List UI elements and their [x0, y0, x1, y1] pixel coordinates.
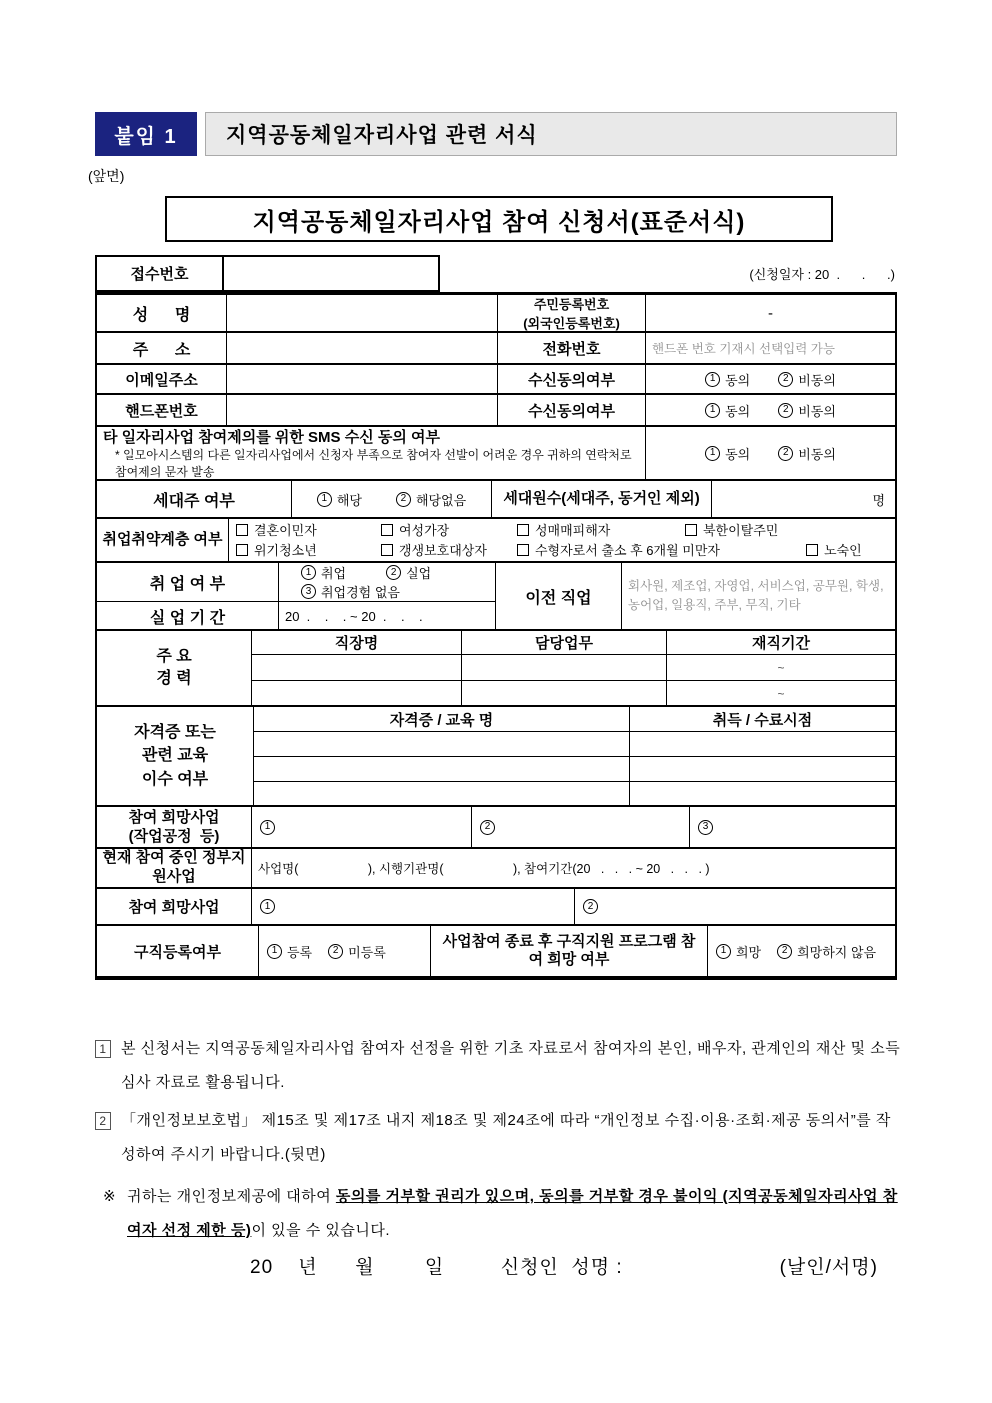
front-side-label: (앞면) — [88, 168, 125, 184]
apply-date: (신청일자 : 20 . . .) — [749, 267, 895, 282]
section-sms-consent — [97, 427, 895, 481]
career-header-workplace: 직장명 — [252, 631, 462, 654]
mobile-consent-agree-option[interactable]: 1 동의 — [705, 401, 750, 420]
certificate-data-row — [254, 757, 895, 782]
householder-yes-option[interactable]: 1 해당 — [317, 490, 362, 509]
address-label: 주 소 — [97, 333, 227, 363]
circle-number-icon: 1 — [301, 565, 316, 580]
attachment-badge: 붙임 1 — [95, 112, 197, 156]
career-workplace-cell[interactable] — [252, 655, 462, 680]
circle-number-icon: 2 — [583, 899, 598, 914]
sms-consent-title: 타 일자리사업 참여제의를 위한 SMS 수신 동의 여부 — [103, 429, 440, 447]
section-current-program — [97, 849, 895, 889]
sms-consent-disagree-option[interactable]: 2 비동의 — [778, 444, 836, 463]
registered-option[interactable]: 1 등록 — [267, 942, 312, 961]
vulnerable-row2 — [229, 540, 895, 560]
checkbox-item[interactable]: 여성가장 — [381, 520, 449, 539]
career-data-row — [252, 655, 895, 681]
unemployed-option[interactable]: 2 실업 — [386, 563, 431, 582]
sms-consent-agree-option[interactable]: 1 동의 — [705, 444, 750, 463]
employment-status-options — [279, 563, 495, 601]
phone-input-cell[interactable]: 핸드폰 번호 기재시 선택입력 가능 — [652, 342, 835, 356]
form-title: 지역공동체일자리사업 참여 신청서(표준서식) — [165, 196, 833, 242]
resident-id-input-cell[interactable]: - — [768, 304, 773, 322]
footnotes — [95, 1032, 905, 1248]
circle-number-icon: 1 — [716, 944, 731, 959]
certificate-data-row — [254, 732, 895, 757]
employed-option[interactable]: 1 취업 — [301, 563, 346, 582]
certificate-grid — [254, 707, 895, 805]
email-consent-agree-option[interactable]: 1 동의 — [705, 370, 750, 389]
checkbox-item[interactable]: 수형자로서 출소 후 6개월 미만자 — [517, 540, 720, 559]
section-wish-programs2 — [97, 889, 895, 926]
address-input-cell[interactable] — [227, 333, 498, 363]
phone-label: 전화번호 — [498, 333, 646, 363]
post-program-wish-options — [708, 926, 895, 976]
circle-number-icon: 2 — [778, 372, 793, 387]
career-workplace-cell[interactable] — [252, 681, 462, 706]
certificate-name-cell[interactable] — [254, 782, 630, 806]
circle-number-icon: 1 — [317, 492, 332, 507]
circle-number-icon: 2 — [328, 944, 343, 959]
section-householder — [97, 481, 895, 519]
wish-programs-label: 참여 희망사업 (작업공정 등) — [97, 807, 252, 847]
circle-number-icon: 2 — [778, 446, 793, 461]
certificate-date-cell[interactable] — [630, 732, 895, 756]
checkbox-item[interactable]: 북한이탈주민 — [685, 520, 778, 539]
wish-program-1-cell[interactable] — [252, 807, 472, 847]
circle-number-icon: 1 — [260, 820, 275, 835]
application-form-table — [95, 292, 897, 980]
row-email — [97, 365, 895, 395]
certificate-label: 자격증 또는 관련 교육 이수 여부 — [97, 707, 254, 805]
not-registered-option[interactable]: 2 미등록 — [328, 942, 386, 961]
checkbox-icon — [381, 544, 393, 556]
section-wish-programs — [97, 807, 895, 849]
career-label: 주 요 경 력 — [97, 631, 252, 705]
current-program-input-cell[interactable]: 사업명( ), 시행기관명( ), 참여기간(20 . . . ~ 20 . . . ) — [258, 862, 710, 876]
circle-number-icon: 1 — [705, 403, 720, 418]
privacy-refusal-note: ※ 귀하는 개인정보제공에 대하여 동의를 거부할 권리가 있으며, 동의를 거부할 경우 불이익 (지역공동체일자리사업 참여자 선정 제한 등)이 있을 수 있습니다. — [95, 1180, 905, 1248]
vulnerable-row1 — [229, 520, 895, 540]
resident-id-label: 주민등록번호 (외국인등록번호) — [498, 295, 646, 331]
mobile-label: 핸드폰번호 — [97, 395, 227, 425]
householder-label: 세대주 여부 — [97, 481, 292, 517]
mobile-input-cell[interactable] — [227, 395, 498, 425]
circle-number-icon: 3 — [698, 820, 713, 835]
certificate-header-date: 취득 / 수료시점 — [712, 711, 813, 729]
sms-consent-note: * 일모아시스템의 다른 일자리사업에서 신청자 부족으로 참여자 선발이 어려운 경우 귀하의 연락처로 참여제의 문자 발송 — [115, 448, 632, 479]
email-consent-disagree-option[interactable]: 2 비동의 — [778, 370, 836, 389]
circle-number-icon: 2 — [396, 492, 411, 507]
sms-consent-options — [646, 427, 895, 479]
certificate-date-cell[interactable] — [630, 757, 895, 781]
post-program-wish-label: 사업참여 종료 후 구직지원 프로그램 참여 희망 여부 — [431, 926, 708, 976]
section-employment — [97, 563, 895, 631]
section-vulnerable — [97, 519, 895, 563]
checkbox-icon — [236, 524, 248, 536]
row-employment-status — [97, 563, 495, 602]
receipt-number-box — [95, 255, 440, 292]
previous-job-label: 이전 직업 — [495, 563, 622, 629]
row-name — [97, 295, 895, 333]
email-input-cell[interactable] — [227, 365, 498, 393]
footnote-2: 2 「개인정보보호법」 제15조 및 제17조 내지 제18조 및 제24조에 따라 “개인정보 수집·이용·조회·제공 동의서”를 작성하여 주시기 바랍니다.(뒷면) — [95, 1104, 905, 1172]
wish-option[interactable]: 1 희망 — [716, 942, 761, 961]
checkbox-icon — [236, 544, 248, 556]
section-certificate — [97, 707, 895, 807]
name-input-cell[interactable] — [227, 295, 498, 331]
circle-number-icon: 1 — [260, 899, 275, 914]
employment-left-block — [97, 563, 495, 629]
career-header-duty: 담당업무 — [462, 631, 667, 654]
row-mobile — [97, 395, 895, 425]
household-members-cell[interactable] — [712, 481, 895, 517]
sms-consent-text — [97, 427, 646, 479]
circle-number-icon: 2 — [778, 403, 793, 418]
previous-job-input-cell[interactable]: 회사원, 제조업, 자영업, 서비스업, 공무원, 학생, 농어업, 일용직, 주부, 무직, 기타 — [628, 579, 884, 612]
vulnerable-checkbox-grid — [229, 519, 895, 561]
career-header-row — [252, 631, 895, 655]
checkbox-icon — [517, 524, 529, 536]
career-data-row — [252, 681, 895, 706]
householder-no-option[interactable]: 2 해당없음 — [396, 490, 466, 509]
certificate-data-row — [254, 782, 895, 806]
reference-mark-icon: ※ — [103, 1188, 117, 1205]
circle-number-icon: 2 — [386, 565, 401, 580]
boxed-number-icon: 1 — [95, 1040, 111, 1058]
household-members-label: 세대원수(세대주, 동거인 제외) — [492, 481, 712, 517]
no-wish-option[interactable]: 2 희망하지 않음 — [777, 942, 876, 961]
checkbox-item[interactable]: 결혼이민자 — [236, 520, 317, 539]
householder-options — [292, 481, 492, 517]
row-unemployment-period — [97, 602, 495, 630]
circle-number-icon: 1 — [705, 446, 720, 461]
circle-number-icon: 2 — [777, 944, 792, 959]
email-consent-label: 수신동의여부 — [498, 365, 646, 393]
circle-number-icon: 1 — [267, 944, 282, 959]
mobile-consent-options — [646, 395, 895, 425]
checkbox-item[interactable]: 위기청소년 — [236, 540, 317, 559]
header-bar-title: 지역공동체일자리사업 관련 서식 — [226, 124, 538, 147]
wish2-program-1-cell[interactable] — [252, 889, 575, 924]
wish-program-2-cell[interactable] — [472, 807, 690, 847]
certificate-header-name: 자격증 / 교육 명 — [254, 707, 630, 731]
vulnerable-label: 취업취약계층 여부 — [97, 519, 229, 561]
certificate-date-cell[interactable] — [630, 782, 895, 806]
job-registration-options — [259, 926, 431, 976]
wish2-program-2-cell[interactable] — [575, 889, 895, 924]
header-bar — [205, 112, 897, 156]
certificate-name-cell[interactable] — [254, 732, 630, 756]
career-period-cell[interactable]: ~ — [777, 660, 785, 675]
email-consent-options — [646, 365, 895, 393]
unemployment-period-label: 실 업 기 간 — [97, 602, 279, 630]
signature-line: 20 년 월 일 신청인 성명 : (날인/서명) — [250, 1257, 878, 1278]
mobile-consent-label: 수신동의여부 — [498, 395, 646, 425]
circle-number-icon: 1 — [705, 372, 720, 387]
household-members-unit: 명 — [872, 492, 885, 508]
current-program-label: 현재 참여 중인 정부지원사업 — [97, 849, 252, 887]
circle-number-icon: 2 — [480, 820, 495, 835]
receipt-number-value[interactable] — [224, 257, 438, 290]
job-registration-label: 구직등록여부 — [97, 926, 259, 976]
checkbox-item[interactable]: 갱생보호대상자 — [381, 540, 487, 559]
circle-number-icon: 3 — [301, 584, 316, 599]
career-duty-cell[interactable] — [462, 681, 667, 706]
name-label: 성 명 — [97, 295, 227, 331]
career-header-period: 재직기간 — [752, 635, 810, 652]
mobile-consent-disagree-option[interactable]: 2 비동의 — [778, 401, 836, 420]
unemployment-period-input-cell[interactable]: 20 . . . ~ 20 . . . — [285, 608, 423, 624]
certificate-name-cell[interactable] — [254, 757, 630, 781]
career-grid — [252, 631, 895, 705]
section-job-registration — [97, 926, 895, 976]
checkbox-icon — [806, 544, 818, 556]
wish-program-3-cell[interactable] — [690, 807, 895, 847]
checkbox-icon — [685, 524, 697, 536]
section-personal — [97, 295, 895, 427]
email-label: 이메일주소 — [97, 365, 227, 393]
row-address — [97, 333, 895, 365]
checkbox-item[interactable]: 성매매피해자 — [517, 520, 610, 539]
checkbox-icon — [517, 544, 529, 556]
career-period-cell[interactable]: ~ — [777, 686, 785, 701]
boxed-number-icon: 2 — [95, 1112, 111, 1130]
footnote-1: 1 본 신청서는 지역공동체일자리사업 참여자 선정을 위한 기초 자료로서 참여자의 본인, 배우자, 관계인의 재산 및 소득 심사 자료로 활용됩니다. — [95, 1032, 905, 1100]
career-duty-cell[interactable] — [462, 655, 667, 680]
employment-status-label: 취 업 여 부 — [97, 563, 279, 601]
wish-programs2-label: 참여 희망사업 — [97, 889, 252, 924]
section-career — [97, 631, 895, 707]
no-experience-option[interactable]: 3 취업경험 없음 — [301, 582, 400, 601]
certificate-header-row — [254, 707, 895, 732]
checkbox-item[interactable]: 노숙인 — [806, 540, 862, 559]
checkbox-icon — [381, 524, 393, 536]
receipt-number-label: 접수번호 — [97, 257, 224, 290]
